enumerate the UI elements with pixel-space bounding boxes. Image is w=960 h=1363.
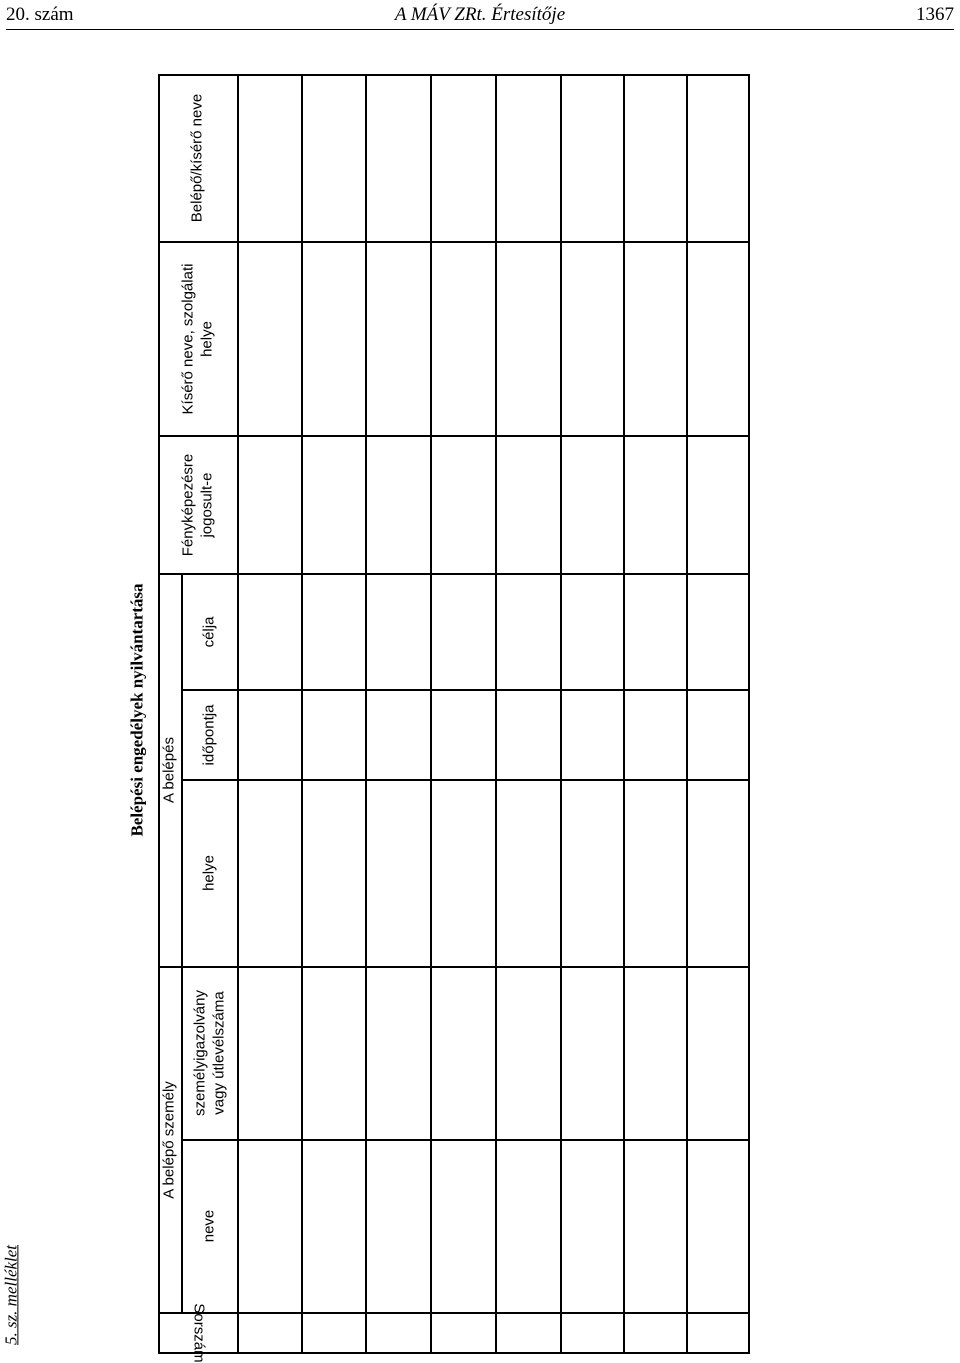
col-header-names: Belépő/kísérő neve	[188, 93, 206, 223]
col-header-escort	[179, 264, 217, 415]
col-header-helye: helye	[200, 855, 218, 891]
col-header-photo-permission	[179, 454, 217, 557]
col-header-escort-line1: Kísérő neve, szolgálati	[179, 263, 197, 415]
publication-title: A MÁV ZRt. Értesítője	[394, 4, 566, 25]
annex-label: 5. sz. melléklet	[1, 1244, 21, 1346]
page-issue-number: 20. szám	[6, 4, 74, 25]
col-header-neve: neve	[200, 1209, 218, 1243]
col-header-photo-line2: jogosult-e	[198, 472, 215, 538]
group-header-person: A belépő személy	[160, 1081, 178, 1199]
col-header-id-line1: személyigazolvány	[191, 990, 209, 1116]
table-title: Belépési engedélyek nyilvántartása	[127, 583, 147, 837]
table-border	[159, 75, 749, 1353]
col-header-id-number	[191, 990, 229, 1116]
col-header-sorszam: Sorszám	[190, 1303, 208, 1363]
group-header-entry: A belépés	[160, 737, 178, 803]
col-header-escort-line2: helye	[198, 321, 215, 357]
page-number: 1367	[916, 4, 954, 25]
col-header-photo-line1: Fényképezésre	[179, 453, 197, 557]
col-header-idopontja: időpontja	[200, 704, 218, 766]
col-header-celja: célja	[200, 616, 218, 648]
col-header-id-line2: vagy útlevélszáma	[210, 991, 227, 1115]
